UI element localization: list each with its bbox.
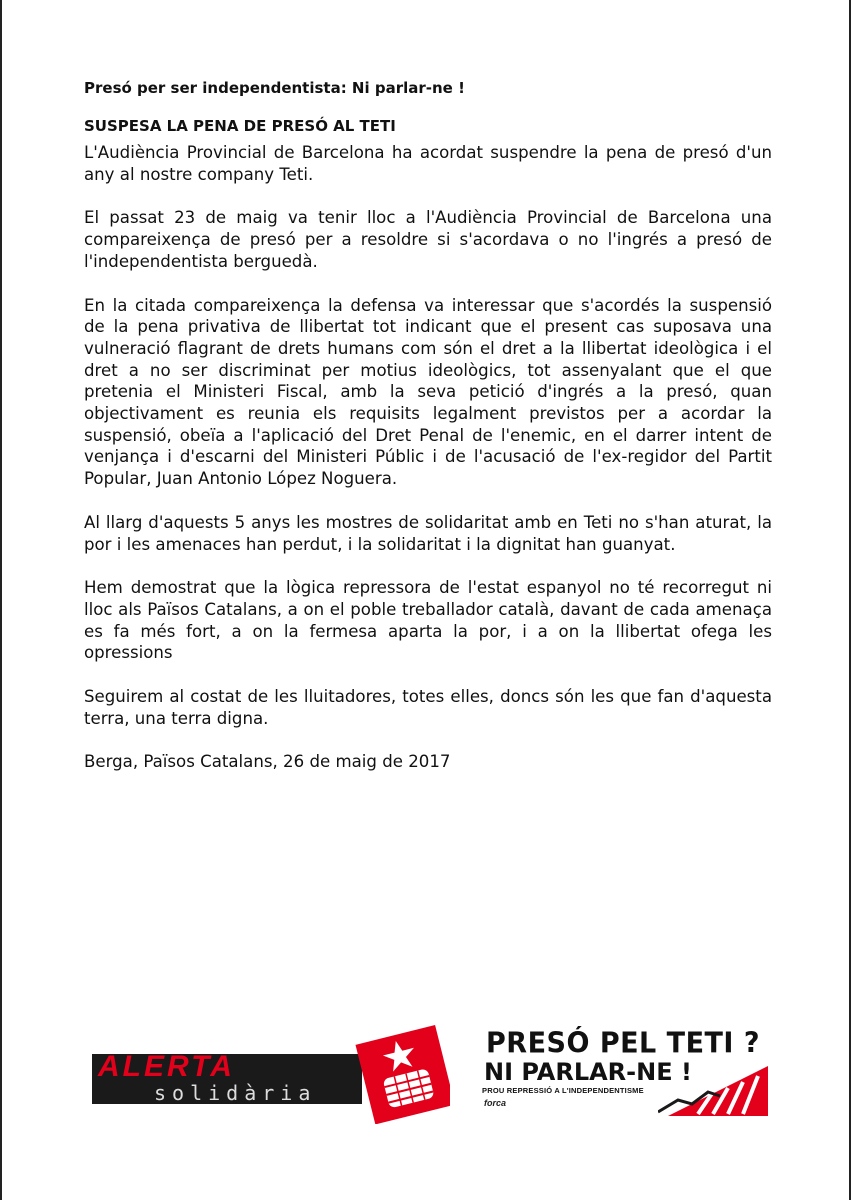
teti-slogan: PROU REPRESSIÓ A L'INDEPENDENTISME — [482, 1086, 644, 1095]
solidaria-word: solidària — [154, 1081, 317, 1105]
page-border-left — [0, 0, 2, 1200]
document-title: Presó per ser independentista: Ni parlar-ne ! — [84, 79, 465, 97]
alerta-solidaria-logo — [92, 1024, 450, 1124]
teti-subheadline: NI PARLAR-NE ! — [484, 1058, 692, 1086]
paragraph-4: Al llarg d'aquests 5 anys les mostres de solidaritat amb en Teti no s'han aturat, la por i les amenaces han perdut, i la solidaritat i la dignitat han guanyat. — [84, 512, 772, 554]
paragraph-1: L'Audiència Provincial de Barcelona ha acordat suspendre la pena de presó d'un any al nostre company Teti. — [84, 143, 772, 184]
paragraph-2: El passat 23 de maig va tenir lloc a l'Audiència Provincial de Barcelona una compareixença de presó per a resoldre si s'acordava o no l'ingrés a presó de l'independentista berguedà. — [84, 208, 772, 271]
alerta-logo-graphic — [92, 1024, 450, 1124]
paragraph-6: Seguirem al costat de les lluitadores, totes elles, doncs són les que fan d'aquesta terra, una terra digna. — [84, 687, 772, 728]
document-body — [84, 78, 772, 773]
signoff: Berga, Països Catalans, 26 de maig de 2017 — [84, 752, 451, 772]
preso-pel-teti-logo — [482, 1028, 767, 1116]
document-subtitle: SUSPESA LA PENA DE PRESÓ AL TETI — [84, 117, 396, 135]
alerta-word: ALERTA — [98, 1050, 235, 1083]
paragraph-3: En la citada compareixença la defensa va interessar que s'acordés la suspensió de la pena privativa de llibertat tot indicant que el present cas suposava una vulneració flagrant de drets humans com són el dret a la llibertat ideològica i el dret a no ser discriminat per motius ideològics, tot assenyalant que el que pretenia el Ministeri Fiscal, amb la seva petició d'ingrés a la presó, quan objectivament es reunia els requisits legalment previstos per a acordar la suspensió, obeïa a l'aplicació del Dret Penal de l'enemic, en el darrer intent de venjança i d'escarni del Ministeri Públic i de l'acusació de l'ex-regidor del Partit Popular, Juan Antonio López Noguera. — [84, 295, 772, 489]
fist-emblem — [356, 1025, 450, 1124]
teti-brand: forca — [484, 1098, 507, 1108]
paragraph-5: Hem demostrat que la lògica repressora de l'estat espanyol no té recorregut ni lloc als Països Catalans, a on el poble treballador català, davant de cada amenaça es fa més fort, a on la fermesa aparta la por, i a on la llibertat ofega les opressions — [84, 578, 772, 663]
teti-headline: PRESÓ PEL TETI ? — [486, 1027, 761, 1060]
red-stripes-graphic — [658, 1056, 768, 1116]
